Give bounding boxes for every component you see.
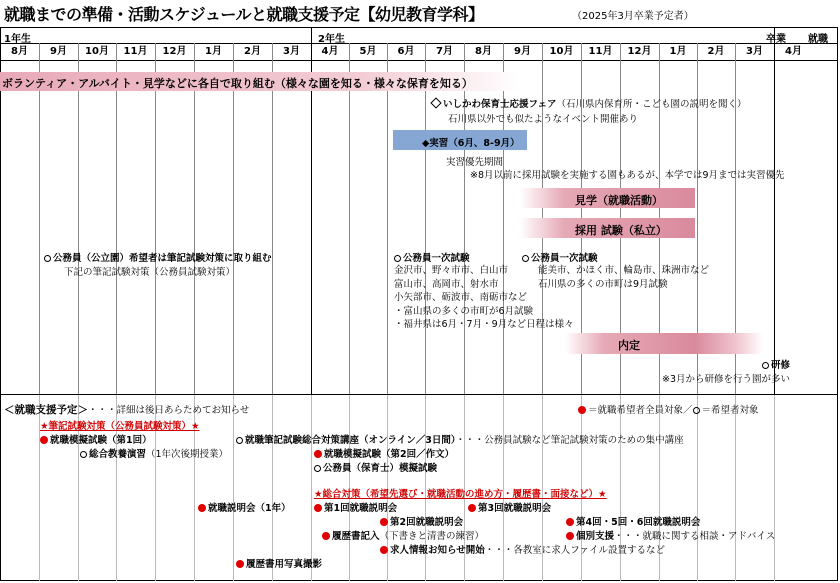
month-gridline: [78, 43, 79, 394]
graduation-label: 卒業: [766, 34, 786, 45]
month-gridline: [774, 395, 775, 581]
employment-label: 就職: [808, 34, 828, 45]
briefing456-line: [566, 514, 700, 528]
month-label: 9月: [514, 46, 531, 57]
month-label: 8月: [11, 46, 28, 57]
month-gridline: [349, 43, 350, 394]
page-subtitle: （2025年3月卒業予定者）: [572, 11, 694, 22]
legend-optional: ＝希望者対象: [701, 405, 759, 416]
civil-exam2-line: 能美市、かほく市、輪島市、珠洲市など: [538, 265, 710, 276]
month-label: 1月: [205, 46, 222, 57]
month-label: 9月: [50, 46, 67, 57]
legend: [578, 402, 759, 416]
open-circle-icon: [762, 362, 769, 369]
diamond-icon: [430, 97, 441, 108]
open-circle-icon: [394, 255, 401, 262]
written-course-note: ・・・公務員試験など筆記試験対策のための集中講座: [455, 435, 684, 446]
month-gridline: [233, 395, 234, 581]
mock2-line: [314, 446, 454, 460]
general-practice-note: （1年次後期授業）: [146, 449, 229, 460]
briefing3-label: 第3回就職説明会: [478, 503, 552, 514]
civil-mock-line: [314, 460, 437, 474]
written-header: ★筆記試験対策（公務員試験対策）★: [40, 421, 200, 432]
resume-line: [322, 528, 484, 542]
individual-note: ・・・就職に関する相談・アドバイス: [614, 531, 776, 542]
month-gridline: [272, 43, 273, 394]
fair-title: いしかわ保育士応援フェア: [443, 99, 557, 110]
civil-exam1-line: 富山市、高岡市、射水市: [394, 278, 499, 290]
year1-label: 1年生: [4, 34, 31, 45]
month-label: 11月: [123, 46, 148, 57]
month-label: 10月: [85, 46, 109, 57]
mock1-label: 就職模擬試験（第1回）: [50, 435, 152, 446]
general-practice-label: 総合教養演習: [89, 449, 147, 460]
briefing1-line: [314, 500, 397, 514]
civil-exam1-line: 小矢部市、砺波市、南砺市など: [394, 292, 528, 303]
month-label: 4月: [785, 46, 802, 57]
month-gridline: [311, 395, 312, 581]
resume-label: 履歴書記入: [332, 531, 380, 542]
civil-exam2-line: 石川県の多くの市町は9月試験: [538, 278, 668, 290]
open-circle-icon: [80, 451, 87, 458]
training-line: [762, 357, 790, 371]
open-circle-icon: [522, 255, 529, 262]
briefing2-line: [380, 514, 463, 528]
filled-dot-icon: [566, 532, 574, 540]
briefing-y1-label: 就職説明会（1年）: [208, 503, 291, 514]
practice-note: ※8月以前に採用試験を実施する園もあるが、本学では9月までは実習優先: [470, 170, 785, 181]
individual-line: [566, 528, 775, 542]
civil-exam1-line: ・富山県の多くの市町が6月試験: [394, 305, 534, 317]
civil-mock-label: 公務員（保育士）模擬試験: [323, 463, 438, 474]
month-gridline: [155, 43, 156, 394]
year2-label: 2年生: [318, 34, 345, 45]
month-gridline: [774, 27, 775, 394]
civil-exam2-list: [538, 264, 709, 291]
month-label: 3月: [746, 46, 763, 57]
legend-all: ＝就職希望者全員対象／: [588, 405, 693, 416]
open-circle-icon: [314, 465, 321, 472]
divider: [0, 60, 838, 61]
civil-exam2-title: 公務員一次試験: [531, 253, 598, 264]
training-label: 研修: [771, 360, 791, 371]
open-circle-icon: [236, 437, 243, 444]
briefing456-label: 第4回・5回・6回就職説明会: [576, 517, 701, 528]
month-gridline: [387, 43, 388, 394]
filled-dot-icon: [468, 504, 476, 512]
resume-note: （下書きと清書の練習）: [379, 531, 485, 542]
month-gridline: [425, 43, 426, 394]
filled-dot-icon: [198, 504, 206, 512]
job-hunting-label: 見学（就職活動）: [575, 194, 663, 207]
month-gridline: [697, 395, 698, 581]
practice-label: ◆実習（6月、8-9月）: [422, 138, 520, 149]
filled-dot-icon: [578, 406, 586, 414]
month-label: 7月: [436, 46, 453, 57]
support-heading-note: ・・・詳細は後日あらためてお知らせ: [88, 405, 250, 416]
month-label: 2月: [707, 46, 725, 57]
written-course-line: [236, 432, 684, 446]
month-gridline: [39, 43, 40, 394]
photo-line: [236, 556, 322, 570]
month-label: 12月: [162, 46, 187, 57]
naitei-label: 内定: [618, 339, 640, 352]
job-info-note: ・・・各教室に求人ファイル設置するなど: [484, 545, 666, 556]
month-label: 1月: [669, 46, 687, 57]
civil-sub: 下記の筆記試験対策（公務員試験対策）: [64, 267, 236, 278]
job-info-line: [380, 542, 665, 556]
briefing3-line: [468, 500, 551, 514]
open-circle-icon: [44, 255, 51, 262]
comprehensive-header: ★総合対策（希望先選び・就職活動の進め方・履歴書・面接など）★: [314, 489, 607, 500]
civil-exam1-title: 公務員一次試験: [403, 253, 470, 264]
private-exam-label: 採用 試験（私立）: [575, 224, 667, 237]
civil-title: 公務員（公立園）希望者は筆記試験対策に取り組む: [53, 253, 272, 264]
job-info-label: 求人情報お知らせ開始: [390, 545, 485, 556]
filled-dot-icon: [314, 450, 322, 458]
page-title: 就職までの準備・活動スケジュールと就職支援予定【幼児教育学科】: [4, 5, 484, 24]
individual-label: 個別支援: [576, 531, 615, 542]
month-label: 4月: [321, 46, 339, 57]
month-gridline: [116, 43, 117, 394]
filled-dot-icon: [322, 532, 330, 540]
filled-dot-icon: [40, 436, 48, 444]
filled-dot-icon: [314, 504, 322, 512]
briefing2-label: 第2回就職説明会: [390, 517, 464, 528]
training-note: ※3月から研修を行う園が多い: [662, 374, 791, 385]
month-gridline: [233, 43, 234, 394]
month-gridline: [194, 43, 195, 394]
civil-exam1-line: 金沢市、野々市市、白山市: [394, 265, 509, 276]
open-circle-icon: [693, 407, 700, 414]
practice-priority: 実習優先期間: [446, 157, 504, 168]
written-course-label: 就職筆記試験総合対策講座（オンライン／3日間）: [245, 435, 456, 446]
briefing1-label: 第1回就職説明会: [324, 503, 398, 514]
volunteer-text: ボランティア・アルバイト・見学などに各自で取り組む（様々な園を知る・様々な保育を知る）: [2, 77, 473, 90]
month-gridline: [735, 395, 736, 581]
support-heading-line: [4, 402, 249, 417]
fair-line: [430, 96, 747, 110]
fair-note: （石川県内保育所・こども園の説明を聞く）: [556, 99, 747, 110]
divider: [0, 394, 838, 395]
filled-dot-icon: [380, 518, 388, 526]
civil-title-line: [44, 250, 272, 264]
month-label: 10月: [549, 46, 574, 57]
general-practice-line: [80, 446, 228, 460]
month-label: 6月: [397, 46, 415, 57]
month-label: 2月: [244, 46, 261, 57]
month-label: 12月: [627, 46, 652, 57]
support-heading: ＜就職支援予定＞: [4, 404, 88, 416]
month-label: 8月: [475, 46, 492, 57]
month-label: 11月: [588, 46, 613, 57]
fair-sub: 石川県以外でも似たようなイベント開催あり: [448, 114, 639, 125]
naitei-bar-fade: [695, 333, 763, 354]
briefing-y1-line: [198, 500, 291, 514]
month-label: 3月: [283, 46, 300, 57]
filled-dot-icon: [380, 546, 388, 554]
filled-dot-icon: [236, 560, 244, 568]
mock1-line: [40, 432, 152, 446]
filled-dot-icon: [566, 518, 574, 526]
photo-label: 履歴書用写真撮影: [246, 559, 323, 570]
month-gridline: [272, 395, 273, 581]
civil-exam1-line: ・福井県は6月・7月・9月など日程は様々: [394, 319, 574, 330]
civil-exam2-title-line: [522, 250, 598, 264]
mock2-label: 就職模擬試験（第2回／作文）: [324, 449, 455, 460]
month-label: 5月: [359, 46, 377, 57]
civil-exam1-title-line: [394, 250, 470, 264]
